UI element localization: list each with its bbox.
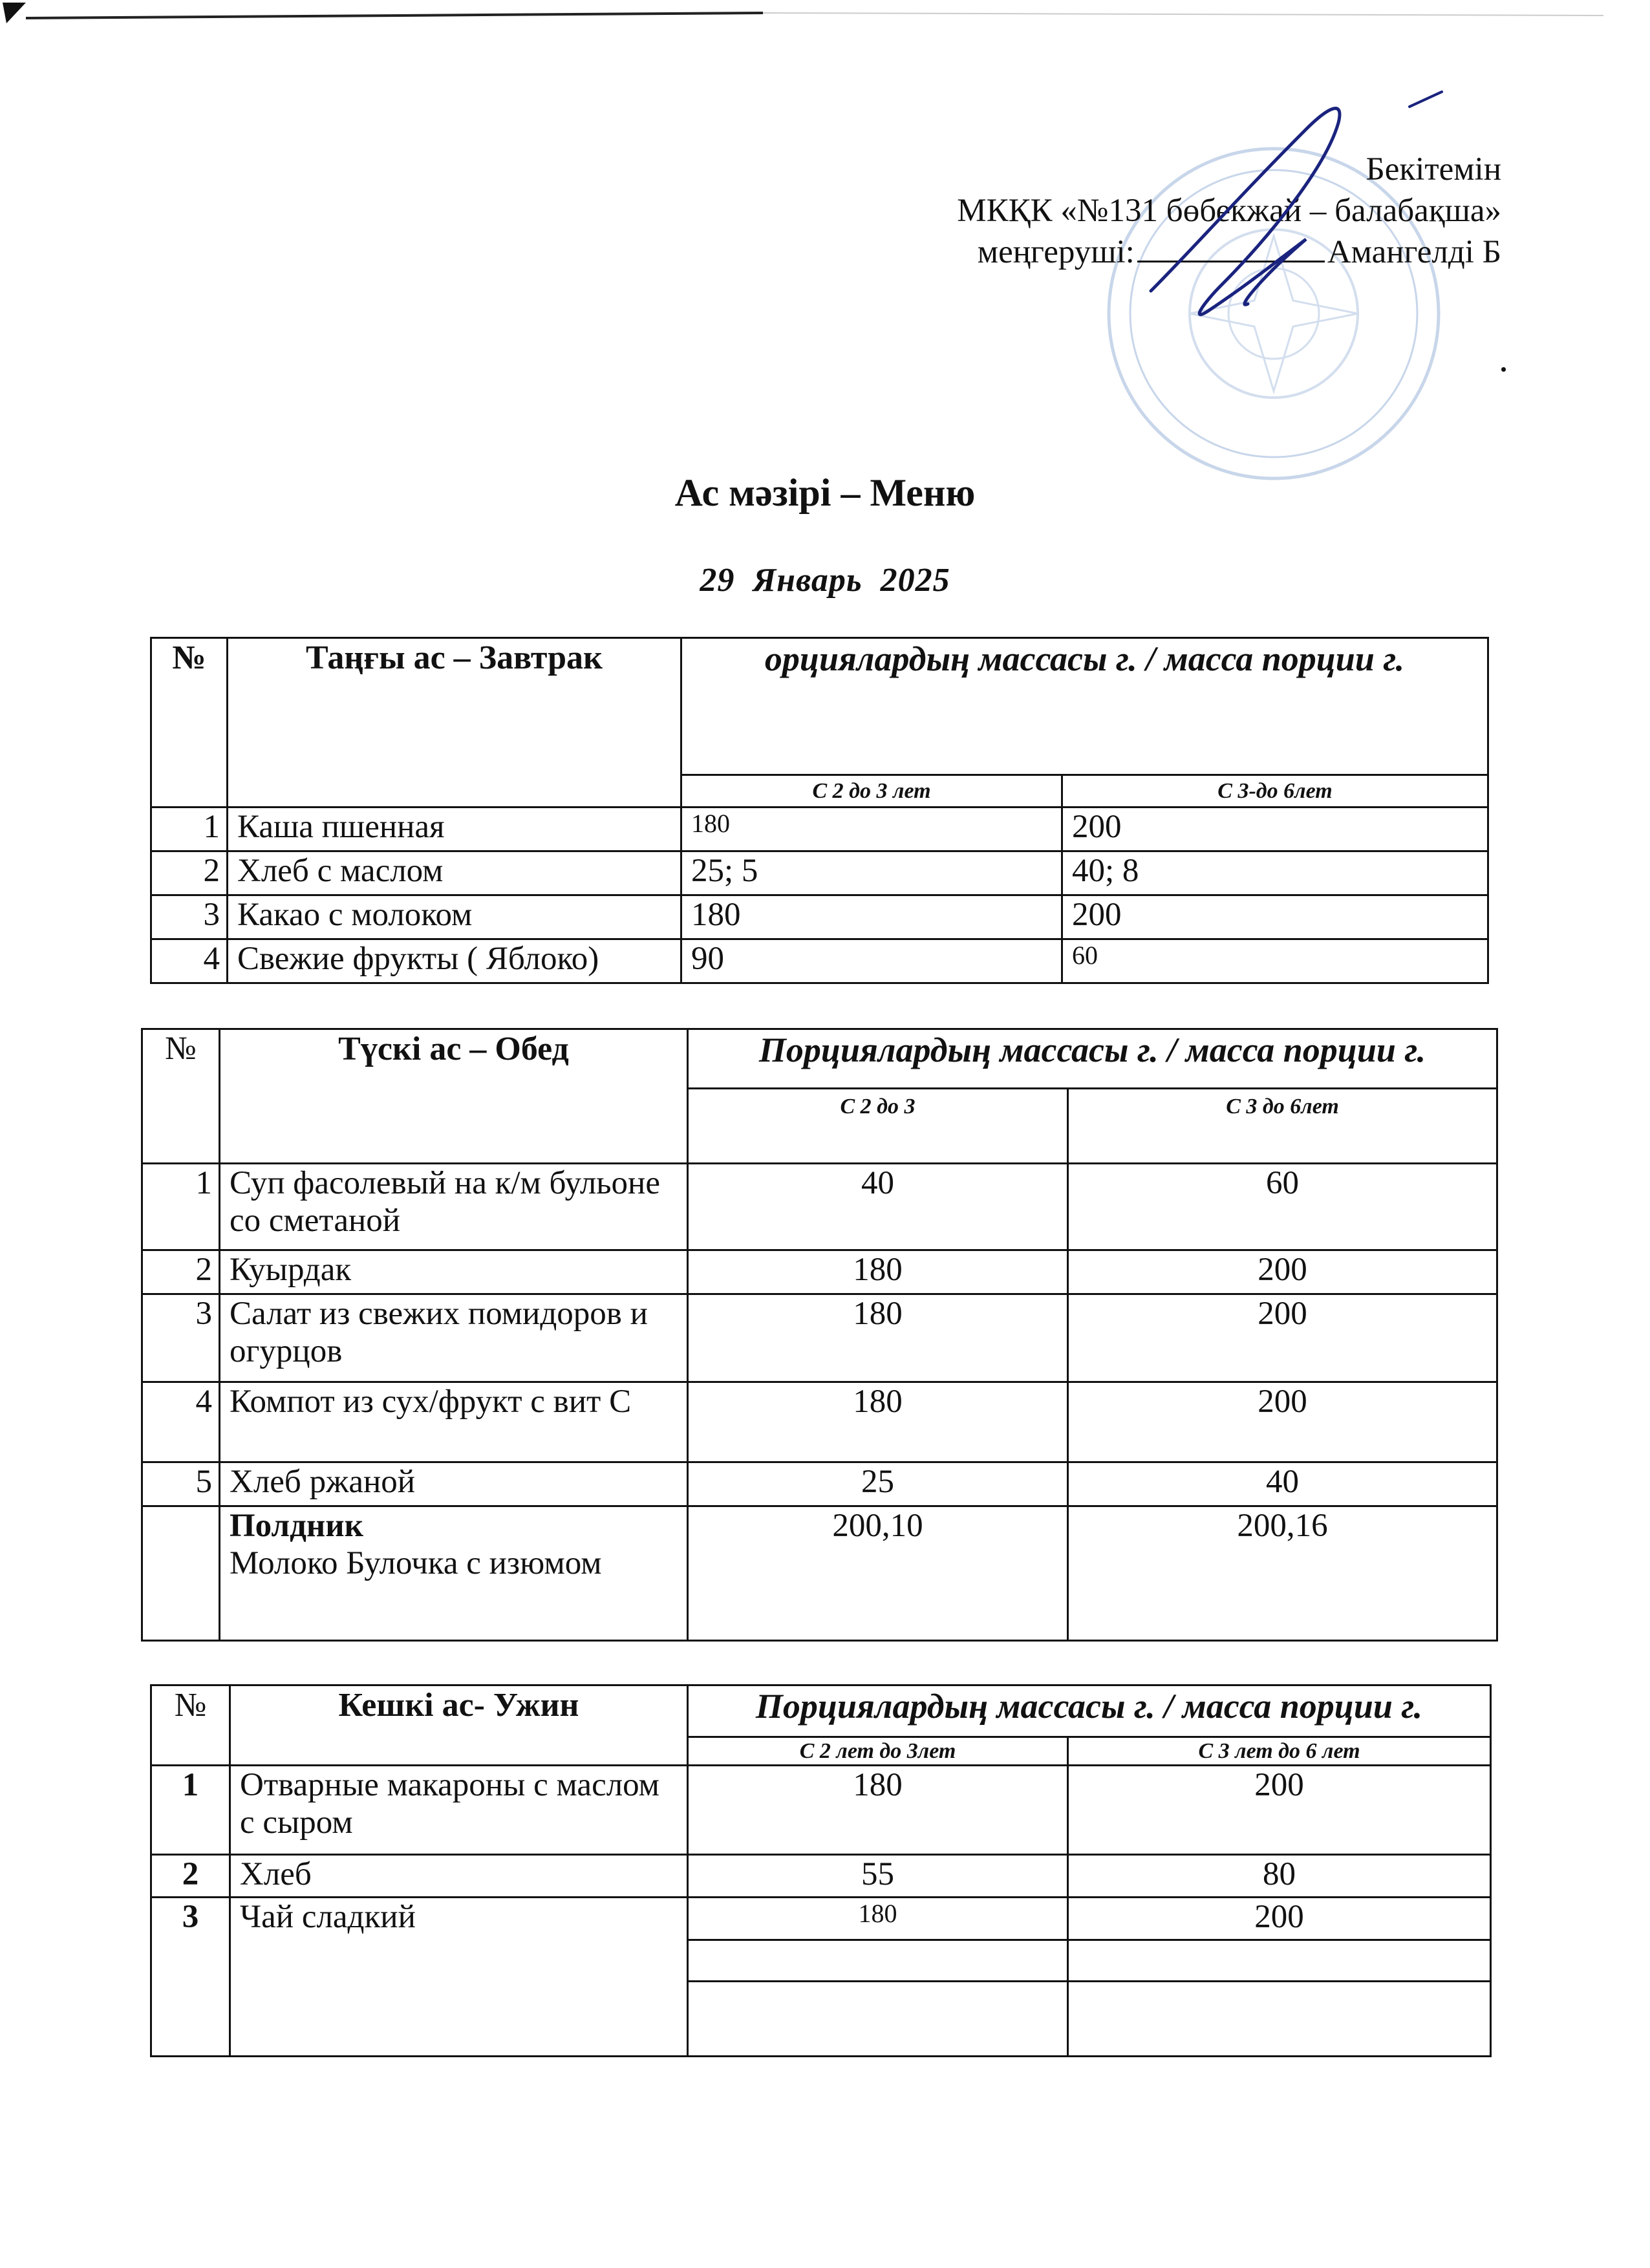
dish-name: Отварные макароны с маслом с сыром (230, 1766, 688, 1855)
lunch-no-header: № (142, 1029, 220, 1164)
table-row (151, 1855, 1491, 1898)
row-number: 4 (151, 939, 228, 983)
table-row (151, 1898, 1491, 1940)
dish-name: Куырдак (220, 1250, 688, 1294)
row-number: 2 (151, 851, 228, 895)
breakfast-no-header: № (151, 638, 228, 808)
row-number: 4 (142, 1382, 220, 1462)
portion-2-3: 55 (688, 1855, 1068, 1898)
row-number: 1 (151, 1766, 230, 1855)
breakfast-table (150, 637, 1489, 984)
row-number: 2 (142, 1250, 220, 1294)
row-number: 3 (142, 1294, 220, 1382)
portion-3-6: 200 (1068, 1250, 1497, 1294)
row-number: 2 (151, 1855, 230, 1898)
portion-2-3: 25 (688, 1462, 1068, 1506)
portion-3-6: 200 (1062, 895, 1488, 939)
dinner-no-header: № (151, 1685, 230, 1766)
table-row (142, 1294, 1497, 1382)
portion-3-6: 40; 8 (1062, 851, 1488, 895)
row-number: 3 (151, 895, 228, 939)
portion-3-6: 60 (1062, 939, 1488, 983)
portion-3-6: 200 (1068, 1382, 1497, 1462)
empty-cell (688, 1982, 1068, 2057)
breakfast-age-col-2: С 3-до 6лет (1062, 775, 1488, 808)
lunch-age-col-1: С 2 до 3 (688, 1089, 1068, 1164)
dish-name: Компот из сух/фрукт с вит С (220, 1382, 688, 1462)
snack-row (142, 1506, 1497, 1641)
snack-number-cell (142, 1506, 220, 1641)
date-month: Январь (753, 562, 862, 599)
dish-name: Каша пшенная (228, 808, 681, 851)
portion-2-3: 180 (688, 1382, 1068, 1462)
portion-3-6: 200 (1068, 1294, 1497, 1382)
dish-name: Хлеб (230, 1855, 688, 1898)
lunch-age-col-2: С 3 до 6лет (1068, 1089, 1497, 1164)
date-day: 29 (700, 562, 735, 599)
empty-cell (1068, 1982, 1491, 2057)
portion-3-6: 80 (1068, 1855, 1491, 1898)
table-row (142, 1250, 1497, 1294)
row-number: 5 (142, 1462, 220, 1506)
organization-name: МКҚК «№131 бөбекжай – балабақша» (957, 193, 1501, 229)
dish-name: Какао с молоком (228, 895, 681, 939)
snack-dish: Молоко Булочка с изюмом (230, 1545, 602, 1581)
dinner-age-col-2: С 3 лет до 6 лет (1068, 1737, 1491, 1766)
row-number: 3 (151, 1898, 230, 2057)
page-title: Ас мәзірі – Меню (674, 471, 976, 514)
table-row (151, 895, 1488, 939)
breakfast-meal-header: Таңғы ас – Завтрак (228, 638, 681, 808)
breakfast-mass-header: орциялардың массасы г. / масса порции г. (681, 638, 1488, 775)
empty-cell (1068, 1940, 1491, 1982)
snack-portion-3-6: 200,16 (1068, 1506, 1497, 1641)
scan-edge-mark (0, 0, 1650, 26)
portion-2-3: 90 (681, 939, 1062, 983)
lunch-table (141, 1028, 1498, 1642)
table-row (151, 851, 1488, 895)
table-row (142, 1462, 1497, 1506)
portion-2-3: 180 (681, 895, 1062, 939)
dish-name: Хлеб с маслом (228, 851, 681, 895)
stray-dot: . (1499, 337, 1508, 380)
menu-date (0, 561, 1650, 599)
portion-2-3: 180 (688, 1294, 1068, 1382)
portion-3-6: 200 (1068, 1898, 1491, 1940)
empty-cell (688, 1940, 1068, 1982)
director-label: меңгеруші: (977, 234, 1135, 270)
snack-cell (220, 1506, 688, 1641)
table-row (142, 1164, 1497, 1250)
dish-name: Свежие фрукты ( Яблоко) (228, 939, 681, 983)
dinner-age-col-1: С 2 лет до 3лет (688, 1737, 1068, 1766)
portion-2-3: 180 (688, 1898, 1068, 1940)
director-name: Амангелді Б (1327, 234, 1501, 270)
portion-2-3: 180 (688, 1766, 1068, 1855)
table-row (151, 1766, 1491, 1855)
table-row (151, 808, 1488, 851)
signature-icon (1112, 91, 1474, 349)
portion-3-6: 40 (1068, 1462, 1497, 1506)
portion-2-3: 180 (688, 1250, 1068, 1294)
date-year: 2025 (880, 562, 950, 599)
snack-title: Полдник (230, 1508, 364, 1544)
dish-name: Хлеб ржаной (220, 1462, 688, 1506)
dinner-table (150, 1684, 1492, 2057)
row-number: 1 (142, 1164, 220, 1250)
dish-name: Салат из свежих помидоров и огурцов (220, 1294, 688, 1382)
portion-3-6: 60 (1068, 1164, 1497, 1250)
table-row (142, 1382, 1497, 1462)
table-row (151, 939, 1488, 983)
row-number: 1 (151, 808, 228, 851)
portion-2-3: 180 (681, 808, 1062, 851)
portion-2-3: 25; 5 (681, 851, 1062, 895)
portion-3-6: 200 (1062, 808, 1488, 851)
lunch-mass-header: Порциялардың массасы г. / масса порции г. (688, 1029, 1497, 1089)
dish-name: Чай сладкий (230, 1898, 688, 2057)
lunch-meal-header: Түскі ас – Обед (220, 1029, 688, 1164)
portion-3-6: 200 (1068, 1766, 1491, 1855)
approval-title: Бекітемін (1366, 151, 1501, 187)
dinner-mass-header: Порциялардың массасы г. / масса порции г. (688, 1685, 1491, 1737)
dinner-meal-header: Кешкі ас- Ужин (230, 1685, 688, 1766)
breakfast-age-col-1: С 2 до 3 лет (681, 775, 1062, 808)
snack-portion-2-3: 200,10 (688, 1506, 1068, 1641)
dish-name: Суп фасолевый на к/м бульоне со сметаной (220, 1164, 688, 1250)
portion-2-3: 40 (688, 1164, 1068, 1250)
